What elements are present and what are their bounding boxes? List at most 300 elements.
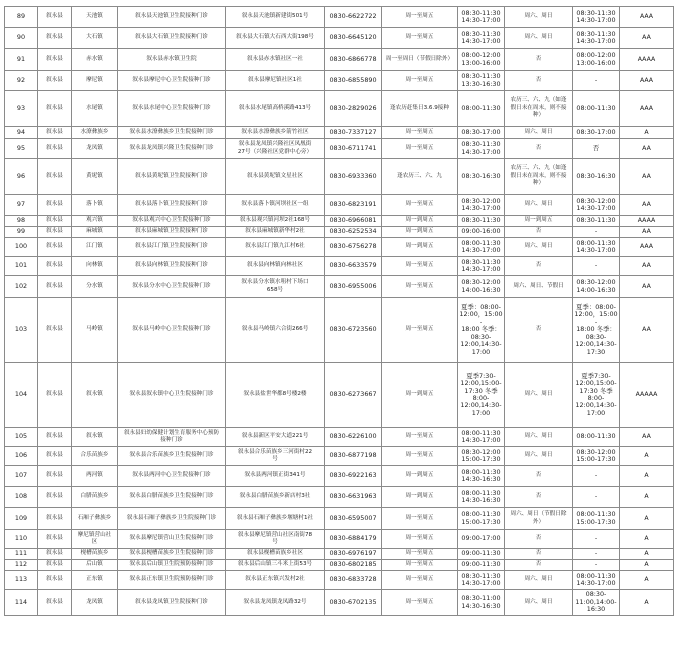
weekend-service-cell: 否 bbox=[505, 298, 573, 363]
row-number: 110 bbox=[5, 530, 38, 549]
address-cell: 叙永县落卜镇河坝社区一组 bbox=[226, 195, 325, 216]
clinic-name-cell: 叙永县摩尼镇营山卫生院接种门诊 bbox=[118, 530, 226, 549]
service-hours-cell: 08:30-11:30 14:30-17:00 bbox=[458, 139, 505, 159]
row-number: 114 bbox=[5, 590, 38, 616]
rating-level-cell: A bbox=[620, 447, 674, 466]
clinic-name-cell: 叙永县后山镇卫生院预防接种门诊 bbox=[118, 560, 226, 571]
address-cell: 叙永县摩尼镇营山社区南街78 号 bbox=[226, 530, 325, 549]
town-cell: 白腊苗族乡 bbox=[72, 487, 118, 508]
weekend-hours-cell: 08:00-11:30 15:00-17:30 bbox=[573, 508, 620, 530]
weekend-service-cell: 周六、周日 bbox=[505, 363, 573, 428]
row-number: 95 bbox=[5, 139, 38, 159]
clinic-name-cell: 叙永县正东镇卫生院预防接种门诊 bbox=[118, 571, 226, 590]
weekend-hours-cell: 08:30-11:30 14:30-17:00 bbox=[573, 28, 620, 49]
phone-cell: 0830-6802185 bbox=[325, 560, 382, 571]
phone-cell: 0830-6711741 bbox=[325, 139, 382, 159]
weekend-hours-cell: 08:30-16:30 bbox=[573, 159, 620, 195]
service-days-cell: 逢农历赶集日3.6.9接种 bbox=[382, 91, 458, 127]
weekend-hours-cell: 08:00-12:00 13:00-16:00 bbox=[573, 49, 620, 71]
phone-cell: 0830-6855890 bbox=[325, 71, 382, 91]
address-cell: 叙永县麻城镇新华村2社 bbox=[226, 227, 325, 238]
weekend-service-cell: 否 bbox=[505, 530, 573, 549]
clinic-name-cell: 叙永县石厢子彝族乡卫生院接种门诊 bbox=[118, 508, 226, 530]
county-cell: 叙永县 bbox=[38, 447, 72, 466]
phone-cell: 0830-6976197 bbox=[325, 549, 382, 560]
service-days-cell: 周一至周五 bbox=[382, 28, 458, 49]
service-hours-cell: 08:30-16:30 bbox=[458, 159, 505, 195]
address-cell: 叙永县白腊苗族乡新店村3社 bbox=[226, 487, 325, 508]
weekend-hours-cell: 08:00-11:30 bbox=[573, 428, 620, 447]
rating-level-cell: A bbox=[620, 571, 674, 590]
weekend-service-cell: 周六、周日 bbox=[505, 428, 573, 447]
service-days-cell: 周一至周五 bbox=[382, 195, 458, 216]
weekend-hours-cell: - bbox=[573, 257, 620, 276]
table-row bbox=[5, 195, 674, 216]
address-cell: 叙永县石厢子彝族乡堰塘村1社 bbox=[226, 508, 325, 530]
row-number: 90 bbox=[5, 28, 38, 49]
rating-level-cell: AA bbox=[620, 195, 674, 216]
county-cell: 叙永县 bbox=[38, 428, 72, 447]
rating-level-cell: A bbox=[620, 560, 674, 571]
county-cell: 叙永县 bbox=[38, 7, 72, 28]
service-hours-cell: 08:30-11:30 13:30-16:30 bbox=[458, 71, 505, 91]
town-cell: 叙永镇 bbox=[72, 363, 118, 428]
service-days-cell: 周一至周五 bbox=[382, 7, 458, 28]
weekend-hours-cell: 08:00-11:30 14:30-17:00 bbox=[573, 571, 620, 590]
rating-level-cell: AA bbox=[620, 28, 674, 49]
phone-cell: 0830-6595007 bbox=[325, 508, 382, 530]
service-days-cell: 周一到周五 bbox=[382, 227, 458, 238]
phone-cell: 0830-6226100 bbox=[325, 428, 382, 447]
weekend-service-cell: 周六、周日 bbox=[505, 127, 573, 139]
row-number: 112 bbox=[5, 560, 38, 571]
service-hours-cell: 08:30-12:00 14:00-16:30 bbox=[458, 276, 505, 298]
weekend-service-cell: 否 bbox=[505, 227, 573, 238]
service-days-cell: 周一至周日（节假日除外） bbox=[382, 49, 458, 71]
table-row bbox=[5, 71, 674, 91]
service-days-cell: 周一至周五 bbox=[382, 257, 458, 276]
row-number: 100 bbox=[5, 238, 38, 257]
weekend-service-cell: 周一到周五 bbox=[505, 216, 573, 227]
phone-cell: 0830-6252534 bbox=[325, 227, 382, 238]
weekend-hours-cell: - bbox=[573, 71, 620, 91]
town-cell: 向林镇 bbox=[72, 257, 118, 276]
address-cell: 叙永县两河镇正街341号 bbox=[226, 466, 325, 487]
town-cell: 后山镇 bbox=[72, 560, 118, 571]
weekend-hours-cell: 08:30-12:00 14:30-17:00 bbox=[573, 195, 620, 216]
weekend-hours-cell: 夏季7:30- 12:00,15:00- 17:30 冬季 8:00- 12:00,14:30- 17:00 bbox=[573, 363, 620, 428]
rating-level-cell: AAA bbox=[620, 91, 674, 127]
clinic-name-cell: 叙永县水尾中心卫生院接种门诊 bbox=[118, 91, 226, 127]
phone-cell: 0830-6723560 bbox=[325, 298, 382, 363]
service-days-cell: 周一至周五 bbox=[382, 571, 458, 590]
service-hours-cell: 08:30-11:30 14:30-17:00 bbox=[458, 7, 505, 28]
county-cell: 叙永县 bbox=[38, 91, 72, 127]
town-cell: 观兴镇 bbox=[72, 216, 118, 227]
county-cell: 叙永县 bbox=[38, 257, 72, 276]
row-number: 108 bbox=[5, 487, 38, 508]
weekend-hours-cell: - bbox=[573, 530, 620, 549]
table-row bbox=[5, 139, 674, 159]
town-cell: 水尾镇 bbox=[72, 91, 118, 127]
rating-level-cell: AAAA bbox=[620, 216, 674, 227]
rating-level-cell: A bbox=[620, 590, 674, 616]
phone-cell: 0830-6877198 bbox=[325, 447, 382, 466]
row-number: 94 bbox=[5, 127, 38, 139]
table-body bbox=[5, 7, 674, 616]
row-number: 99 bbox=[5, 227, 38, 238]
service-hours-cell: 08:00-11:30 15:00-17:30 bbox=[458, 508, 505, 530]
clinic-name-cell: 叙永县观兴中心卫生院接种门诊 bbox=[118, 216, 226, 227]
address-cell: 叙永县新区平安大道221号 bbox=[226, 428, 325, 447]
rating-level-cell: AAA bbox=[620, 71, 674, 91]
service-days-cell: 周一至周五 bbox=[382, 71, 458, 91]
rating-level-cell: AA bbox=[620, 276, 674, 298]
service-days-cell: 周一至周五 bbox=[382, 139, 458, 159]
service-hours-cell: 08:00-11:30 14:30-17:00 bbox=[458, 428, 505, 447]
weekend-service-cell: 农历三、六、九（如逢 假日未在周末，则不接 种） bbox=[505, 159, 573, 195]
table-row bbox=[5, 49, 674, 71]
weekend-service-cell: 否 bbox=[505, 487, 573, 508]
phone-cell: 0830-6884179 bbox=[325, 530, 382, 549]
service-hours-cell: 08:30-11:30 bbox=[458, 216, 505, 227]
weekend-hours-cell: - bbox=[573, 466, 620, 487]
service-hours-cell: 夏季：08:00- 12:00，15:00- 18:00 冬季： 08:30- 12:00,14:30- 17:00 bbox=[458, 298, 505, 363]
service-hours-cell: 08:30-11:30 14:30-17:00 bbox=[458, 28, 505, 49]
service-days-cell: 周一到周五 bbox=[382, 487, 458, 508]
address-cell: 叙永县龙凤镇龙凤路32号 bbox=[226, 590, 325, 616]
service-days-cell: 周一到周五 bbox=[382, 466, 458, 487]
weekend-hours-cell: 08:30-11:30 14:30-17:00 bbox=[573, 7, 620, 28]
town-cell: 石厢子彝族乡 bbox=[72, 508, 118, 530]
clinic-name-cell: 叙永县天池镇卫生院接种门诊 bbox=[118, 7, 226, 28]
town-cell: 摩尼镇 bbox=[72, 71, 118, 91]
address-cell: 叙永县水潦彝族乡箭竹社区 bbox=[226, 127, 325, 139]
row-number: 106 bbox=[5, 447, 38, 466]
row-number: 103 bbox=[5, 298, 38, 363]
county-cell: 叙永县 bbox=[38, 71, 72, 91]
clinic-name-cell: 叙永县枧槽苗族乡卫生院接种门诊 bbox=[118, 549, 226, 560]
town-cell: 分水镇 bbox=[72, 276, 118, 298]
phone-cell: 0830-6631963 bbox=[325, 487, 382, 508]
weekend-service-cell: 农历三、六、九（如逢 假日未在周末，则不接 种） bbox=[505, 91, 573, 127]
row-number: 109 bbox=[5, 508, 38, 530]
clinic-name-cell: 叙永县妇幼保健计划生育服务中心预防 接种门诊 bbox=[118, 428, 226, 447]
address-cell: 叙永县黄坭镇文星社区 bbox=[226, 159, 325, 195]
service-days-cell: 逢农历三、六、九 bbox=[382, 159, 458, 195]
clinic-name-cell: 叙永县摩尼中心卫生院接种门诊 bbox=[118, 71, 226, 91]
weekend-service-cell: 周六、周日、节假日 bbox=[505, 276, 573, 298]
service-hours-cell: 08:30-17:00 bbox=[458, 127, 505, 139]
weekend-hours-cell: 否 bbox=[573, 139, 620, 159]
table-row bbox=[5, 447, 674, 466]
phone-cell: 0830-7337127 bbox=[325, 127, 382, 139]
service-days-cell: 周一到周五 bbox=[382, 238, 458, 257]
table-row bbox=[5, 487, 674, 508]
row-number: 113 bbox=[5, 571, 38, 590]
rating-level-cell: AAA bbox=[620, 238, 674, 257]
weekend-service-cell: 周六、周日 bbox=[505, 447, 573, 466]
service-days-cell: 周一至周五 bbox=[382, 447, 458, 466]
rating-level-cell: AA bbox=[620, 298, 674, 363]
row-number: 111 bbox=[5, 549, 38, 560]
county-cell: 叙永县 bbox=[38, 195, 72, 216]
town-cell: 摩尼镇营山社 区 bbox=[72, 530, 118, 549]
weekend-hours-cell: - bbox=[573, 549, 620, 560]
service-hours-cell: 08:00-11:30 14:30-16:30 bbox=[458, 466, 505, 487]
service-hours-cell: 08:00-11:30 bbox=[458, 91, 505, 127]
row-number: 91 bbox=[5, 49, 38, 71]
phone-cell: 0830-6955006 bbox=[325, 276, 382, 298]
town-cell: 龙凤镇 bbox=[72, 139, 118, 159]
table-row bbox=[5, 238, 674, 257]
row-number: 93 bbox=[5, 91, 38, 127]
phone-cell: 0830-6866778 bbox=[325, 49, 382, 71]
town-cell: 水潦彝族乡 bbox=[72, 127, 118, 139]
weekend-service-cell: 否 bbox=[505, 71, 573, 91]
county-cell: 叙永县 bbox=[38, 363, 72, 428]
address-cell: 叙永县观兴镇河坝2社168号 bbox=[226, 216, 325, 227]
weekend-service-cell: 周六、周日 bbox=[505, 7, 573, 28]
vaccination-clinic-table bbox=[4, 6, 674, 616]
service-days-cell: 周一至周五 bbox=[382, 508, 458, 530]
table-row bbox=[5, 216, 674, 227]
clinic-name-cell: 叙永县向林镇卫生院接种门诊 bbox=[118, 257, 226, 276]
phone-cell: 0830-6633579 bbox=[325, 257, 382, 276]
county-cell: 叙永县 bbox=[38, 549, 72, 560]
weekend-hours-cell: 08:30-12:00 15:00-17:30 bbox=[573, 447, 620, 466]
address-cell: 叙永县正东镇兴发村2社 bbox=[226, 571, 325, 590]
rating-level-cell: A bbox=[620, 127, 674, 139]
service-hours-cell: 08:30-11:00 14:30-16:30 bbox=[458, 590, 505, 616]
phone-cell: 0830-6833728 bbox=[325, 571, 382, 590]
weekend-service-cell: 周六、周日 bbox=[505, 28, 573, 49]
weekend-service-cell: 否 bbox=[505, 49, 573, 71]
service-hours-cell: 08:30-12:00 14:30-17:00 bbox=[458, 195, 505, 216]
weekend-service-cell: 否 bbox=[505, 139, 573, 159]
service-days-cell: 周一至周五 bbox=[382, 560, 458, 571]
town-cell: 黄坭镇 bbox=[72, 159, 118, 195]
service-days-cell: 周一至周五 bbox=[382, 276, 458, 298]
service-hours-cell: 09:00-11:30 bbox=[458, 549, 505, 560]
town-cell: 马岭镇 bbox=[72, 298, 118, 363]
table-row bbox=[5, 276, 674, 298]
address-cell: 叙永县赤水镇社区一社 bbox=[226, 49, 325, 71]
row-number: 97 bbox=[5, 195, 38, 216]
weekend-hours-cell: 夏季：08:00- 12:00，15:00- 18:00 冬季： 08:30- 12:00,14:30- 17:30 bbox=[573, 298, 620, 363]
table-row bbox=[5, 227, 674, 238]
table-row bbox=[5, 530, 674, 549]
town-cell: 落卜镇 bbox=[72, 195, 118, 216]
rating-level-cell: AAA bbox=[620, 7, 674, 28]
address-cell: 叙永县枧槽苗族乡社区 bbox=[226, 549, 325, 560]
phone-cell: 0830-6702135 bbox=[325, 590, 382, 616]
county-cell: 叙永县 bbox=[38, 127, 72, 139]
clinic-name-cell: 叙永县龙凤镇卫生院接种门诊 bbox=[118, 590, 226, 616]
weekend-service-cell: 周六、周日 bbox=[505, 590, 573, 616]
address-cell: 叙永县分水镇水咀村下场口 658号 bbox=[226, 276, 325, 298]
clinic-name-cell: 叙永县赤水镇卫生院 bbox=[118, 49, 226, 71]
address-cell: 叙永县向林镇向林社区 bbox=[226, 257, 325, 276]
county-cell: 叙永县 bbox=[38, 530, 72, 549]
address-cell: 叙永县水尾镇高桥溪路413号 bbox=[226, 91, 325, 127]
clinic-name-cell: 叙永县江门镇卫生院接种门诊 bbox=[118, 238, 226, 257]
service-hours-cell: 09:00-17:00 bbox=[458, 530, 505, 549]
phone-cell: 0830-6645120 bbox=[325, 28, 382, 49]
weekend-hours-cell: 08:30- 11:00,14:00- 16:30 bbox=[573, 590, 620, 616]
clinic-name-cell: 叙永县黄坭镇卫生院接种门诊 bbox=[118, 159, 226, 195]
service-hours-cell: 08:00-12:00 13:00-16:00 bbox=[458, 49, 505, 71]
rating-level-cell: AA bbox=[620, 139, 674, 159]
clinic-name-cell: 叙永县马岭中心卫生院接种门诊 bbox=[118, 298, 226, 363]
table-row bbox=[5, 590, 674, 616]
rating-level-cell: A bbox=[620, 487, 674, 508]
address-cell: 叙永县大石镇大石西大街198号 bbox=[226, 28, 325, 49]
table-row bbox=[5, 508, 674, 530]
county-cell: 叙永县 bbox=[38, 216, 72, 227]
service-hours-cell: 08:30-11:30 14:30-17:00 bbox=[458, 257, 505, 276]
service-hours-cell: 08:00-11:30 14:30-16:30 bbox=[458, 487, 505, 508]
county-cell: 叙永县 bbox=[38, 487, 72, 508]
weekend-hours-cell: - bbox=[573, 227, 620, 238]
table-row bbox=[5, 257, 674, 276]
service-hours-cell: 夏季7:30- 12:00,15:00- 17:30 冬季 8:00- 12:00,14:30- 17:00 bbox=[458, 363, 505, 428]
county-cell: 叙永县 bbox=[38, 466, 72, 487]
table-row bbox=[5, 466, 674, 487]
row-number: 104 bbox=[5, 363, 38, 428]
address-cell: 叙永县摩尼镇社区1社 bbox=[226, 71, 325, 91]
weekend-service-cell: 周六、周日 bbox=[505, 195, 573, 216]
rating-level-cell: AA bbox=[620, 159, 674, 195]
service-hours-cell: 08:30-12:00 15:00-17:30 bbox=[458, 447, 505, 466]
weekend-service-cell: 周六、周日（节假日除 外） bbox=[505, 508, 573, 530]
weekend-service-cell: 否 bbox=[505, 549, 573, 560]
rating-level-cell: AA bbox=[620, 257, 674, 276]
town-cell: 合乐苗族乡 bbox=[72, 447, 118, 466]
town-cell: 龙凤镇 bbox=[72, 590, 118, 616]
service-hours-cell: 09:00-11:30 bbox=[458, 560, 505, 571]
row-number: 92 bbox=[5, 71, 38, 91]
phone-cell: 0830-6823191 bbox=[325, 195, 382, 216]
phone-cell: 0830-6966081 bbox=[325, 216, 382, 227]
town-cell: 大石镇 bbox=[72, 28, 118, 49]
address-cell: 叙永县合乐苗族乡三河街村22 号 bbox=[226, 447, 325, 466]
rating-level-cell: A bbox=[620, 549, 674, 560]
weekend-service-cell: 否 bbox=[505, 466, 573, 487]
county-cell: 叙永县 bbox=[38, 298, 72, 363]
town-cell: 江门镇 bbox=[72, 238, 118, 257]
row-number: 102 bbox=[5, 276, 38, 298]
clinic-name-cell: 叙永县水潦彝族乡卫生院接种门诊 bbox=[118, 127, 226, 139]
clinic-name-cell: 叙永县麻城镇卫生院接种门诊 bbox=[118, 227, 226, 238]
rating-level-cell: AAAAA bbox=[620, 363, 674, 428]
address-cell: 叙永县后山镇三斗米上街53号 bbox=[226, 560, 325, 571]
service-days-cell: 周一到周五 bbox=[382, 363, 458, 428]
rating-level-cell: A bbox=[620, 466, 674, 487]
service-days-cell: 周一至周五 bbox=[382, 590, 458, 616]
table-row bbox=[5, 159, 674, 195]
table-row bbox=[5, 298, 674, 363]
clinic-name-cell: 叙永县龙凤镇兴隆卫生院接种门诊 bbox=[118, 139, 226, 159]
weekend-service-cell: 否 bbox=[505, 257, 573, 276]
service-days-cell: 周一至周五 bbox=[382, 428, 458, 447]
table-row bbox=[5, 127, 674, 139]
town-cell: 麻城镇 bbox=[72, 227, 118, 238]
rating-level-cell: AAAA bbox=[620, 49, 674, 71]
town-cell: 天池镇 bbox=[72, 7, 118, 28]
rating-level-cell: AA bbox=[620, 428, 674, 447]
county-cell: 叙永县 bbox=[38, 49, 72, 71]
table-row bbox=[5, 571, 674, 590]
service-days-cell: 周一至周五 bbox=[382, 530, 458, 549]
county-cell: 叙永县 bbox=[38, 508, 72, 530]
county-cell: 叙永县 bbox=[38, 227, 72, 238]
county-cell: 叙永县 bbox=[38, 571, 72, 590]
table-row bbox=[5, 560, 674, 571]
county-cell: 叙永县 bbox=[38, 560, 72, 571]
vaccination-clinic-table-page bbox=[4, 6, 673, 616]
row-number: 101 bbox=[5, 257, 38, 276]
weekend-hours-cell: 08:30-12:00 14:00-16:30 bbox=[573, 276, 620, 298]
weekend-hours-cell: 08:00-11:30 14:30-17:00 bbox=[573, 238, 620, 257]
clinic-name-cell: 叙永县大石镇卫生院接种门诊 bbox=[118, 28, 226, 49]
clinic-name-cell: 叙永县叙永镇中心卫生院接种门诊 bbox=[118, 363, 226, 428]
town-cell: 正东镇 bbox=[72, 571, 118, 590]
town-cell: 赤水镇 bbox=[72, 49, 118, 71]
row-number: 98 bbox=[5, 216, 38, 227]
clinic-name-cell: 叙永县分水中心卫生院接种门诊 bbox=[118, 276, 226, 298]
clinic-name-cell: 叙永县合乐苗族乡卫生院接种门诊 bbox=[118, 447, 226, 466]
clinic-name-cell: 叙永县落卜镇卫生院接种门诊 bbox=[118, 195, 226, 216]
town-cell: 两河镇 bbox=[72, 466, 118, 487]
rating-level-cell: A bbox=[620, 508, 674, 530]
address-cell: 叙永县江门镇九江村6社 bbox=[226, 238, 325, 257]
table-row bbox=[5, 549, 674, 560]
address-cell: 叙永县龙凤镇兴隆社区凤凰街 27号（兴隆社区党群中心旁） bbox=[226, 139, 325, 159]
row-number: 89 bbox=[5, 7, 38, 28]
service-days-cell: 周一至周五 bbox=[382, 298, 458, 363]
row-number: 105 bbox=[5, 428, 38, 447]
service-hours-cell: 08:30-11:30 14:30-17:00 bbox=[458, 571, 505, 590]
phone-cell: 0830-6756278 bbox=[325, 238, 382, 257]
weekend-service-cell: 周六、周日 bbox=[505, 571, 573, 590]
phone-cell: 0830-6273667 bbox=[325, 363, 382, 428]
service-days-cell: 周一至周五 bbox=[382, 127, 458, 139]
phone-cell: 0830-6922163 bbox=[325, 466, 382, 487]
weekend-hours-cell: 08:30-11:30 bbox=[573, 216, 620, 227]
phone-cell: 0830-6622722 bbox=[325, 7, 382, 28]
clinic-name-cell: 叙永县两河中心卫生院接种门诊 bbox=[118, 466, 226, 487]
address-cell: 叙永县盐世华都8号楼2楼 bbox=[226, 363, 325, 428]
row-number: 107 bbox=[5, 466, 38, 487]
service-days-cell: 周一到周五 bbox=[382, 216, 458, 227]
service-days-cell: 周一至周五 bbox=[382, 549, 458, 560]
row-number: 96 bbox=[5, 159, 38, 195]
rating-level-cell: AA bbox=[620, 227, 674, 238]
county-cell: 叙永县 bbox=[38, 139, 72, 159]
county-cell: 叙永县 bbox=[38, 238, 72, 257]
table-row bbox=[5, 363, 674, 428]
weekend-service-cell: 周六、周日 bbox=[505, 238, 573, 257]
service-hours-cell: 09:00-16:00 bbox=[458, 227, 505, 238]
county-cell: 叙永县 bbox=[38, 28, 72, 49]
service-hours-cell: 08:00-11:30 14:30-17:00 bbox=[458, 238, 505, 257]
rating-level-cell: A bbox=[620, 530, 674, 549]
weekend-hours-cell: - bbox=[573, 487, 620, 508]
county-cell: 叙永县 bbox=[38, 159, 72, 195]
address-cell: 叙永县马岭镇六合街266号 bbox=[226, 298, 325, 363]
weekend-hours-cell: 08:30-17:00 bbox=[573, 127, 620, 139]
